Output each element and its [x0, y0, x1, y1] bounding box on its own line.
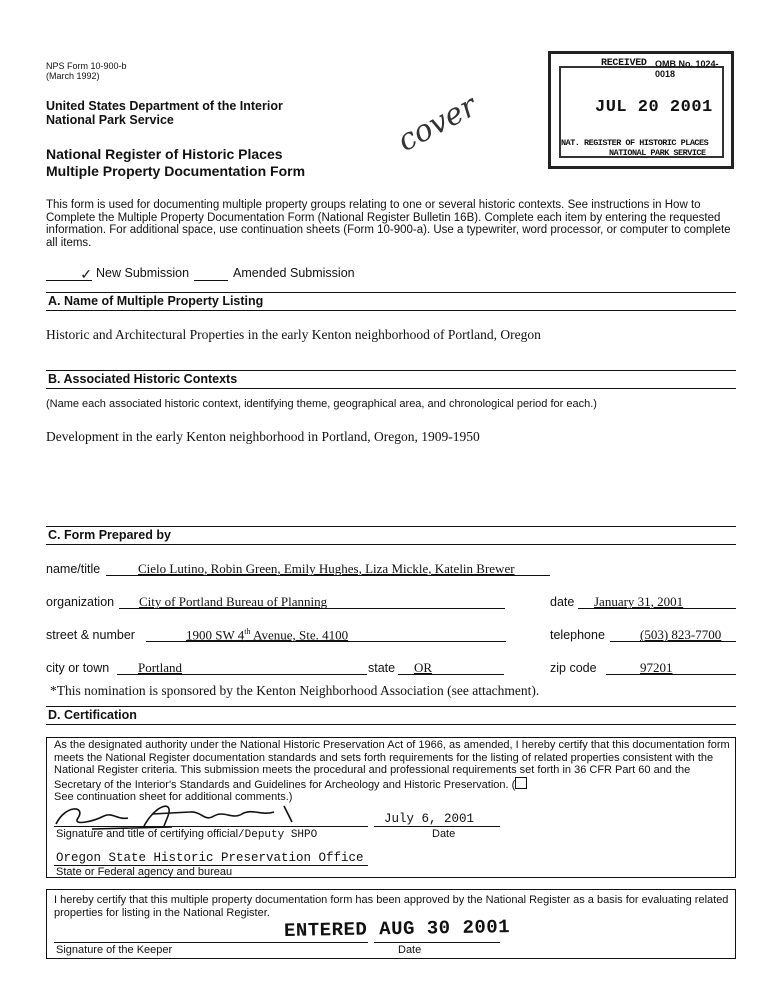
new-submission-label: New Submission [96, 266, 190, 280]
stamp-date: JUL 20 2001 [595, 98, 713, 117]
agency: National Park Service [46, 113, 174, 127]
street-value: 1900 SW 4th Avenue, Ste. 4100 [186, 627, 349, 643]
stamp-omb: OMB No. 1024-0018 [655, 59, 719, 79]
stamp-park-service: NATIONAL PARK SERVICE [609, 148, 706, 158]
section-d-underline [46, 724, 736, 725]
sponsor-note: *This nomination is sponsored by the Kenton Neighborhood Association (see attachment). [50, 683, 540, 698]
street-label: street & number [46, 628, 135, 642]
page-subtitle: Multiple Property Documentation Form [46, 163, 306, 179]
state-label: state [368, 661, 396, 675]
section-c-divider [46, 526, 736, 527]
property-listing-name[interactable]: Historic and Architectural Properties in the early Kenton neighborhood of Portland, Oregon [46, 327, 541, 342]
section-a-title: A. Name of Multiple Property Listing [48, 294, 264, 308]
section-b-instructions: (Name each associated historic context, identifying theme, geographical area, and chronological period for each.) [46, 398, 597, 410]
stamp-register: NAT. REGISTER OF HISTORIC PLACES [561, 138, 709, 148]
date-value: January 31, 2001 [594, 594, 684, 609]
stamp-received: RECEIVED [601, 58, 647, 69]
section-b-underline [46, 388, 736, 389]
keeper-signature-line [54, 942, 368, 943]
new-submission-checkbox[interactable] [46, 266, 92, 281]
section-a-divider [46, 292, 736, 293]
keeper-signature-label: Signature of the Keeper [56, 944, 173, 956]
form-date: (March 1992) [46, 71, 100, 81]
continuation-checkbox[interactable] [515, 777, 527, 789]
form-number: NPS Form 10-900-b [46, 61, 127, 71]
keeper-date-label: Date [398, 944, 422, 956]
historic-context-value[interactable]: Development in the early Kenton neighborhood in Portland, Oregon, 1909-1950 [46, 429, 480, 444]
date-label: date [550, 595, 575, 609]
signature-date-value[interactable]: July 6, 2001 [384, 812, 475, 826]
section-c-underline [46, 544, 736, 545]
intro-instructions: This form is used for documenting multiple property groups relating to one or several historic contexts. See instructions in How to Complete the Multiple Property Documentation Form (National Register Bulletin 16B). Complete each item by entering the requested information. For additional space, use continuation sheets (Form 10-900-a). Use a typewriter, word processor, or computer to complete all items. [46, 199, 731, 249]
section-b-divider [46, 370, 736, 371]
entered-stamp: ENTERED AUG 30 2001 [283, 916, 511, 942]
signature-date-label: Date [432, 828, 456, 840]
name-title-value: Cielo Lutino, Robin Green, Emily Hughes, Liza Mickle, Katelin Brewer [138, 561, 515, 576]
signature-line [54, 826, 368, 827]
agency-label: State or Federal agency and bureau [56, 866, 233, 878]
section-a-underline [46, 310, 736, 311]
amended-submission-checkbox[interactable] [194, 266, 228, 281]
certification-text: As the designated authority under the National Historic Preservation Act of 1966, as amended, I hereby certify that this documentation form meets the National Register documentation standards and sets forth requirements for the listing of related properties consistent with the National Register criteria. This submission meets the procedural and professional requirements set forth in 36 CFR Part 60 and the Secretary of the Interior's Standards and Guidelines for Archeology and Historic Preservation. ( See continuation sheet for additional comments.) [54, 739, 730, 803]
city-value: Portland [138, 660, 183, 675]
date-line [374, 826, 500, 827]
zip-label: zip code [550, 661, 597, 675]
received-stamp [548, 51, 734, 169]
department: United States Department of the Interior [46, 99, 283, 113]
telephone-label: telephone [550, 628, 605, 642]
check-mark-icon: ✓ [80, 266, 92, 282]
section-d-title: D. Certification [48, 708, 137, 722]
city-label: city or town [46, 661, 110, 675]
section-d-divider [46, 706, 736, 707]
handwritten-cover-note: cover [392, 88, 483, 159]
telephone-value: (503) 823-7700 [640, 627, 722, 642]
name-title-label: name/title [46, 562, 101, 576]
zip-value: 97201 [640, 660, 673, 675]
page-title: National Register of Historic Places [46, 146, 283, 162]
agency-value[interactable]: Oregon State Historic Preservation Office [56, 851, 364, 865]
keeper-certification-text: I hereby certify that this multiple property documentation form has been approved by the National Register as a basis for evaluating related properties for listing in the National Register. [54, 894, 729, 919]
section-c-title: C. Form Prepared by [48, 528, 171, 542]
signature-label: Signature and title of certifying official/Deputy SHPO [56, 828, 318, 841]
organization-value: City of Portland Bureau of Planning [139, 594, 328, 609]
keeper-date-line [374, 942, 500, 943]
state-value: OR [414, 660, 433, 675]
amended-submission-label: Amended Submission [233, 266, 355, 280]
section-b-title: B. Associated Historic Contexts [48, 372, 238, 386]
organization-label: organization [46, 595, 115, 609]
